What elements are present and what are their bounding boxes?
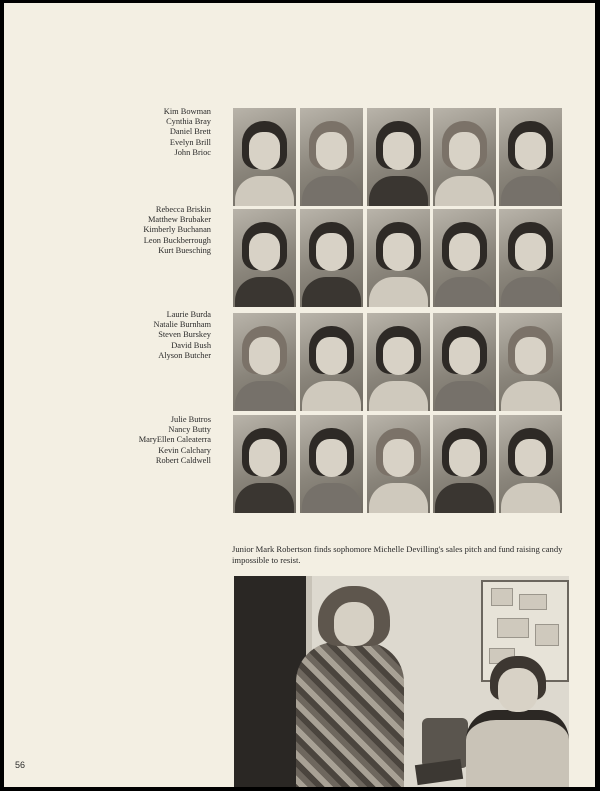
student-portrait bbox=[433, 209, 496, 307]
student-name: Kim Bowman bbox=[163, 107, 211, 116]
student-name: Alyson Butcher bbox=[158, 350, 211, 360]
student-name: David Bush bbox=[171, 340, 211, 350]
student-name: Evelyn Brill bbox=[169, 137, 211, 147]
student-boy-figure bbox=[466, 710, 569, 787]
student-name: Kurt Buesching bbox=[158, 245, 211, 255]
student-name: Robert Caldwell bbox=[155, 455, 211, 465]
student-portrait bbox=[499, 108, 562, 206]
student-portrait bbox=[300, 313, 363, 411]
photo-caption: Junior Mark Robertson finds sophomore Michelle Devilling's sales pitch and fund raising candy impossible to resist. bbox=[232, 544, 563, 565]
student-girl-figure bbox=[296, 642, 404, 787]
student-portrait bbox=[233, 108, 296, 206]
student-portrait bbox=[300, 209, 363, 307]
candid-photo bbox=[234, 576, 569, 787]
name-list-row-2 bbox=[104, 205, 211, 256]
student-girl-face bbox=[334, 602, 374, 646]
student-boy-face bbox=[498, 668, 538, 712]
student-portrait bbox=[433, 313, 496, 411]
student-portrait bbox=[433, 108, 496, 206]
page-number: 56 bbox=[15, 760, 26, 770]
student-portrait bbox=[367, 209, 430, 307]
student-portrait bbox=[367, 313, 430, 411]
student-name: Matthew Brubaker bbox=[147, 215, 211, 225]
student-name: MaryEllen Caleaterra bbox=[138, 435, 211, 445]
student-name: Julie Butros bbox=[170, 415, 211, 424]
student-name: Leon Buckberrough bbox=[143, 235, 211, 245]
student-portrait bbox=[367, 415, 430, 513]
student-name: Steven Burskey bbox=[158, 330, 211, 340]
student-name: Kimberly Buchanan bbox=[143, 225, 211, 235]
student-name: Rebecca Briskin bbox=[155, 205, 211, 214]
student-name: Daniel Brett bbox=[169, 127, 211, 137]
name-list-row-4 bbox=[104, 415, 211, 466]
name-list-row-3 bbox=[104, 310, 211, 361]
student-portrait bbox=[499, 415, 562, 513]
student-portrait bbox=[300, 415, 363, 513]
name-list-row-1 bbox=[104, 107, 211, 158]
student-portrait bbox=[433, 415, 496, 513]
student-portrait bbox=[233, 209, 296, 307]
student-name: Kevin Calchary bbox=[158, 445, 211, 455]
yearbook-page bbox=[4, 3, 595, 787]
student-name: Cynthia Bray bbox=[166, 117, 211, 127]
student-name: Laurie Burda bbox=[166, 310, 211, 319]
student-portrait bbox=[300, 108, 363, 206]
student-portrait bbox=[233, 415, 296, 513]
student-name: Nancy Butty bbox=[168, 425, 211, 435]
student-name: Natalie Burnham bbox=[153, 320, 211, 330]
student-portrait bbox=[233, 313, 296, 411]
student-name: John Brioc bbox=[174, 147, 211, 157]
student-portrait bbox=[499, 313, 562, 411]
student-portrait bbox=[499, 209, 562, 307]
student-portrait bbox=[367, 108, 430, 206]
